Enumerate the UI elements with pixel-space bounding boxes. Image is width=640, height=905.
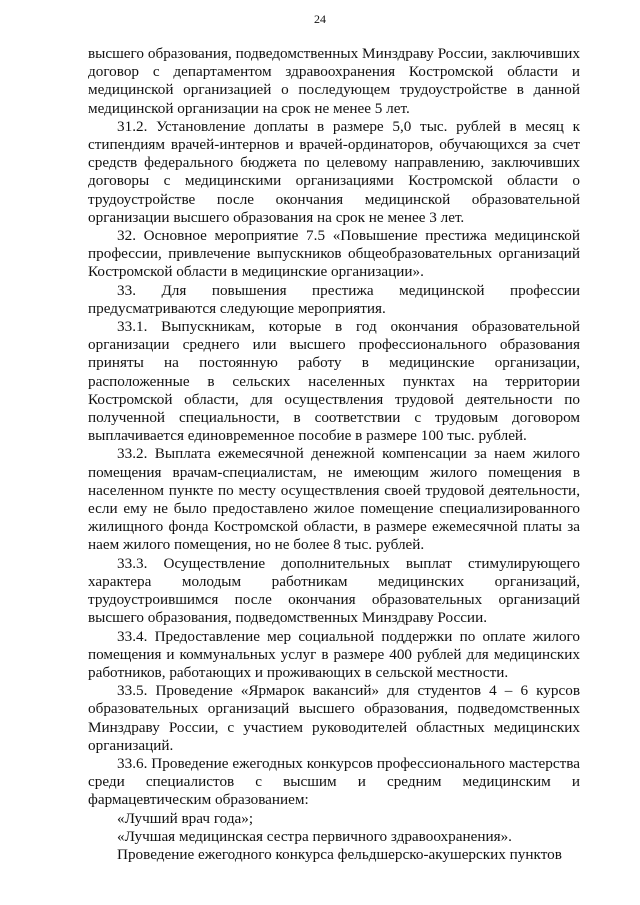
paragraph-33-1: 33.1. Выпускникам, которые в год окончания образовательной организации среднего или высшего профессионального образования приняты на постоянную работу в медицинские организации, расположенные в сельских населенных пунктах на территории Костромской области, для осуществления трудовой деятельности по полученной специальности, в соответствии с трудовым договором выплачивается единовременное пособие в размере 100 тыс. рублей. — [88, 318, 580, 445]
paragraph-33: 33. Для повышения престижа медицинской профессии предусматриваются следующие мероприятия. — [88, 281, 580, 317]
page-number: 24 — [314, 12, 326, 26]
paragraph-31-2: 31.2. Установление доплаты в размере 5,0 тыс. рублей в месяц к стипендиям врачей-интернов и врачей-ординаторов, обучающихся за счет средств федерального бюджета по целевому направлению, заключивших договоры с медицинскими организациями Костромской области о трудоустройстве после окончания медицинской образовательной организации высшего образования на срок не менее 3 лет. — [88, 117, 580, 226]
paragraph-33-6: 33.6. Проведение ежегодных конкурсов профессионального мастерства среди специалистов с высшим и средним медицинским и фармацевтическим образованием: — [88, 754, 580, 809]
paragraph-33-2: 33.2. Выплата ежемесячной денежной компенсации за наем жилого помещения врачам-специалистам, не имеющим жилого помещения в населенном пункте по месту осуществления своей трудовой деятельности, если ему не было предоставлено жилое помещение специализированного жилищного фонда Костромской области, в размере ежемесячной платы за наем жилого помещения, но не более 8 тыс. рублей. — [88, 445, 580, 554]
paragraph-33-5: 33.5. Проведение «Ярмарок вакансий» для студентов 4 – 6 курсов образовательных организаций высшего образования, подведомственных Минздраву России, с участием руководителей областных медицинских организаций. — [88, 682, 580, 754]
document-body — [88, 45, 580, 864]
paragraph-fap-contest: Проведение ежегодного конкурса фельдшерско-акушерских пунктов — [117, 845, 562, 863]
paragraph-33-3: 33.3. Осуществление дополнительных выплат стимулирующего характера молодым работникам медицинских организаций, трудоустроившимся после окончания образовательных организаций высшего образования, подведомственных Минздраву России. — [88, 554, 580, 627]
contest-item-best-doctor: «Лучший врач года»; — [117, 809, 254, 827]
paragraph-continuation: высшего образования, подведомственных Минздраву России, заключивших договор с департаментом здравоохранения Костромской области и медицинской организацией о последующем трудоустройстве в данной медицинской организации на срок не менее 5 лет. — [88, 45, 580, 117]
paragraph-32: 32. Основное мероприятие 7.5 «Повышение престижа медицинской профессии, привлечение выпускников общеобразовательных организаций Костромской области в медицинские организации». — [88, 227, 580, 281]
contest-item-best-nurse: «Лучшая медицинская сестра первичного здравоохранения». — [117, 827, 512, 845]
paragraph-33-4: 33.4. Предоставление мер социальной поддержки по оплате жилого помещения и коммунальных услуг в размере 400 рублей для медицинских работников, работающих и проживающих в сельской местности. — [88, 627, 580, 681]
